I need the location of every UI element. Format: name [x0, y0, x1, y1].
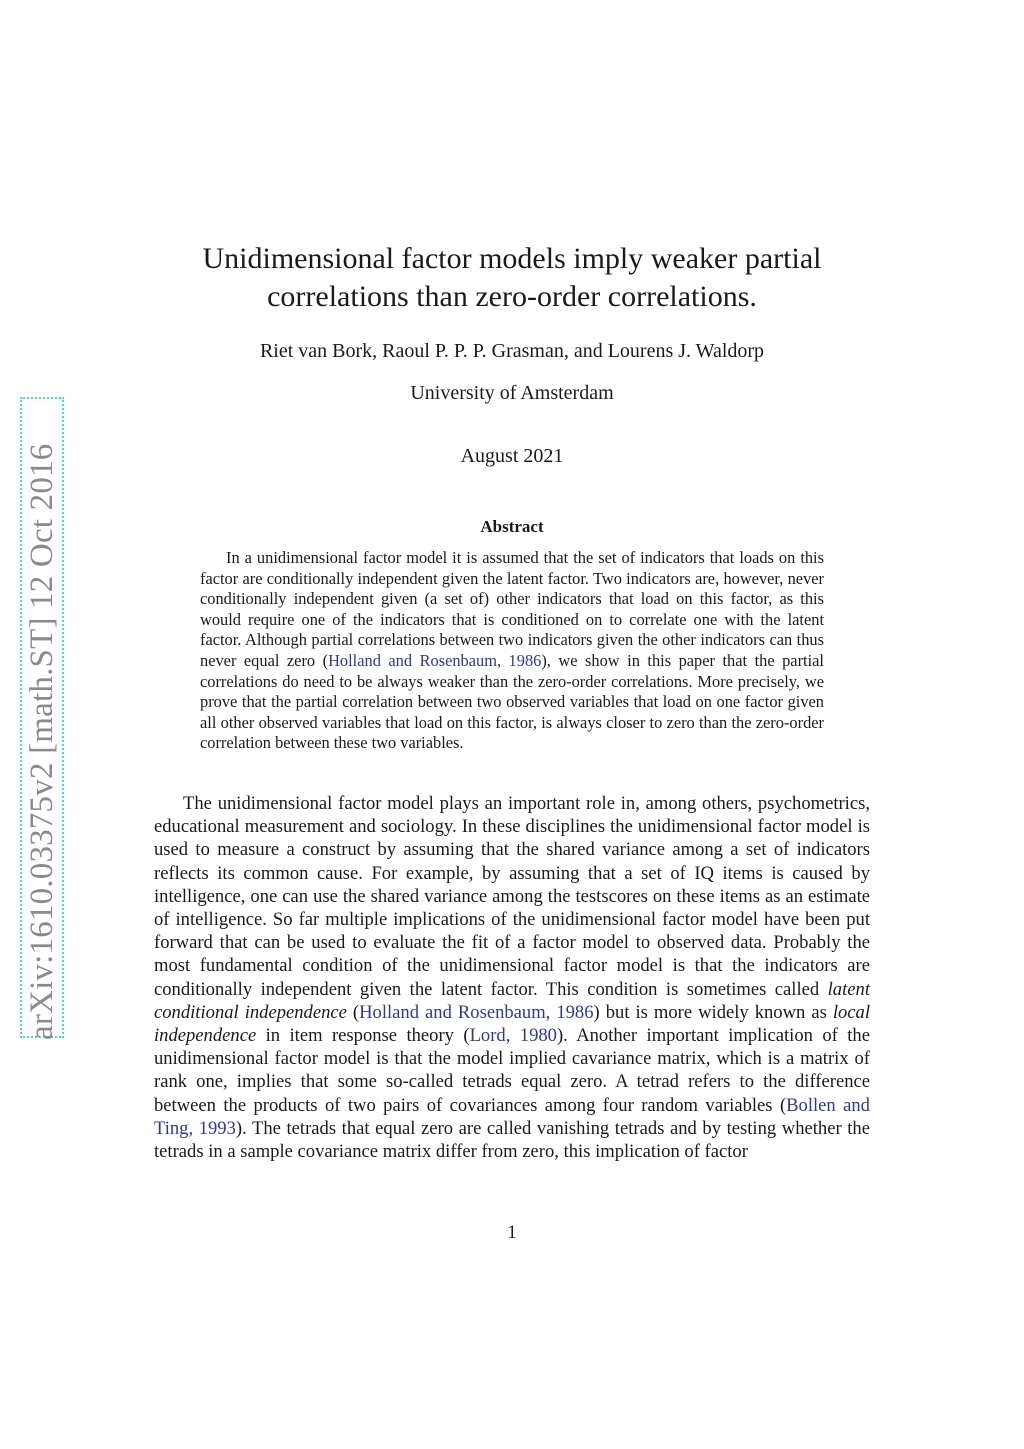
emphasis-term: local independence	[154, 1001, 871, 1047]
citation-link[interactable]: Bollen and Ting, 1993	[154, 1094, 870, 1139]
affiliation: University of Amsterdam	[410, 382, 614, 404]
arxiv-identifier[interactable]: arXiv:1610.03375v2 [math.ST] 12 Oct 2016	[24, 443, 60, 1040]
abstract-text	[200, 548, 824, 754]
paper-title: Unidimensional factor models imply weaker partial correlations than zero-order correlations.	[202, 242, 822, 313]
abstract-text-part: ), we show in this paper that the partial correlations do need to be always weaker than the zero-order correlations. More precisely, we prove that the partial correlation between two observed variables that load on one factor given all other observed variables that load on this factor, is always closer to zero than the zero-order correlation between these two variables.	[200, 650, 824, 753]
body-paragraph	[154, 792, 870, 1163]
emphasis-term: latent conditional independence	[154, 978, 870, 1023]
citation-link[interactable]: Holland and Rosenbaum, 1986	[328, 650, 542, 670]
citation-link[interactable]: Lord, 1980	[469, 1025, 557, 1047]
page-number: 1	[507, 1222, 517, 1243]
body-text: in item response theory (	[256, 1025, 470, 1047]
abstract-text-part: In a unidimensional factor model it is assumed that the set of indicators that loads on this factor are conditionally independent given the latent factor. Two indicators are, however, never conditionally independent given (a set of) other indicators that load on this factor, as this would require one of the indicators that is conditioned on to correlate one with the latent factor. Although partial correlations between two indicators given the other indicators can thus never equal zero (	[200, 548, 824, 670]
body-text: ). The tetrads that equal zero are called vanishing tetrads and by testing whether the tetrads in a sample covariance matrix differ from zero, this implication of factor	[154, 1117, 870, 1163]
body-text: (	[346, 1001, 360, 1023]
citation-link[interactable]: Holland and Rosenbaum, 1986	[359, 1001, 594, 1023]
author-list: Riet van Bork, Raoul P. P. P. Grasman, and Lourens J. Waldorp	[259, 340, 765, 362]
abstract-heading: Abstract	[480, 517, 544, 536]
body-text: ) but is more widely known as	[593, 1001, 833, 1023]
body-text: The unidimensional factor model plays an important role in, among others, psychometrics, educational measurement and sociology. In these disciplines the unidimensional factor model is used to measure a construct by assuming that the shared variance among a set of indicators reflects its common cause. For example, by assuming that a set of IQ items is caused by intelligence, one can use the shared variance among the testscores on these items as an estimate of intelligence. So far multiple implications of the unidimensional factor model have been put forward that can be used to evaluate the fit of a factor model to observed data. Probably the most fundamental condition of the unidimensional factor model is that the indicators are conditionally independent given the latent factor. This condition is sometimes called	[154, 793, 870, 1000]
publication-date: August 2021	[460, 445, 564, 467]
body-text: ). Another important implication of the unidimensional factor model is that the model implied cavariance matrix, which is a matrix of rank one, implies that some so-called tetrads equal zero. A tetrad refers to the difference between the products of two pairs of covariances among four random variables (	[154, 1025, 870, 1116]
